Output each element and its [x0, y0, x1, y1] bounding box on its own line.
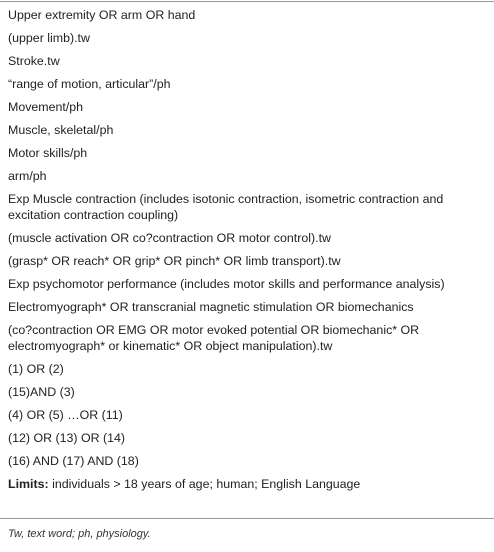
table-row: Exp psychomotor performance (includes motor skills and performance analysis)	[8, 277, 445, 291]
table-row: Movement/ph	[8, 100, 84, 114]
table-row: arm/ph	[8, 169, 47, 183]
table-row: (12) OR (13) OR (14)	[8, 431, 126, 445]
table-row: (upper limb).tw	[8, 31, 90, 45]
table-footnote: Tw, text word; ph, physiology.	[8, 528, 151, 540]
table-bottom-rule	[0, 518, 494, 519]
table-row: (16) AND (17) AND (18)	[8, 454, 139, 468]
limits-label: Limits:	[8, 477, 49, 491]
table-row: Upper extremity OR arm OR hand	[8, 8, 196, 22]
table-row: Exp Muscle contraction (includes isotonic contraction, isometric contraction and excitation contraction coupling)	[8, 192, 444, 222]
table-row: (muscle activation OR co?contraction OR motor control).tw	[8, 231, 331, 245]
table-row: “range of motion, articular”/ph	[8, 77, 171, 91]
limits-text: individuals > 18 years of age; human; English Language	[48, 477, 361, 491]
table-row: Motor skills/ph	[8, 146, 88, 160]
table-top-rule	[0, 1, 494, 2]
table-row: (15)AND (3)	[8, 385, 75, 399]
table-row: Muscle, skeletal/ph	[8, 123, 114, 137]
table-row: (1) OR (2)	[8, 362, 64, 376]
limits-row	[0, 472, 494, 494]
table-body	[0, 3, 494, 494]
table-row: (4) OR (5) …OR (11)	[8, 408, 123, 422]
table-row: (co?contraction OR EMG OR motor evoked potential OR biomechanic* OR electromyograph* or kinematic* OR object manipulation).tw	[8, 323, 420, 353]
table-row: Stroke.tw	[8, 54, 60, 68]
table-row: Electromyograph* OR transcranial magnetic stimulation OR biomechanics	[8, 300, 414, 314]
table-row: (grasp* OR reach* OR grip* OR pinch* OR limb transport).tw	[8, 254, 341, 268]
